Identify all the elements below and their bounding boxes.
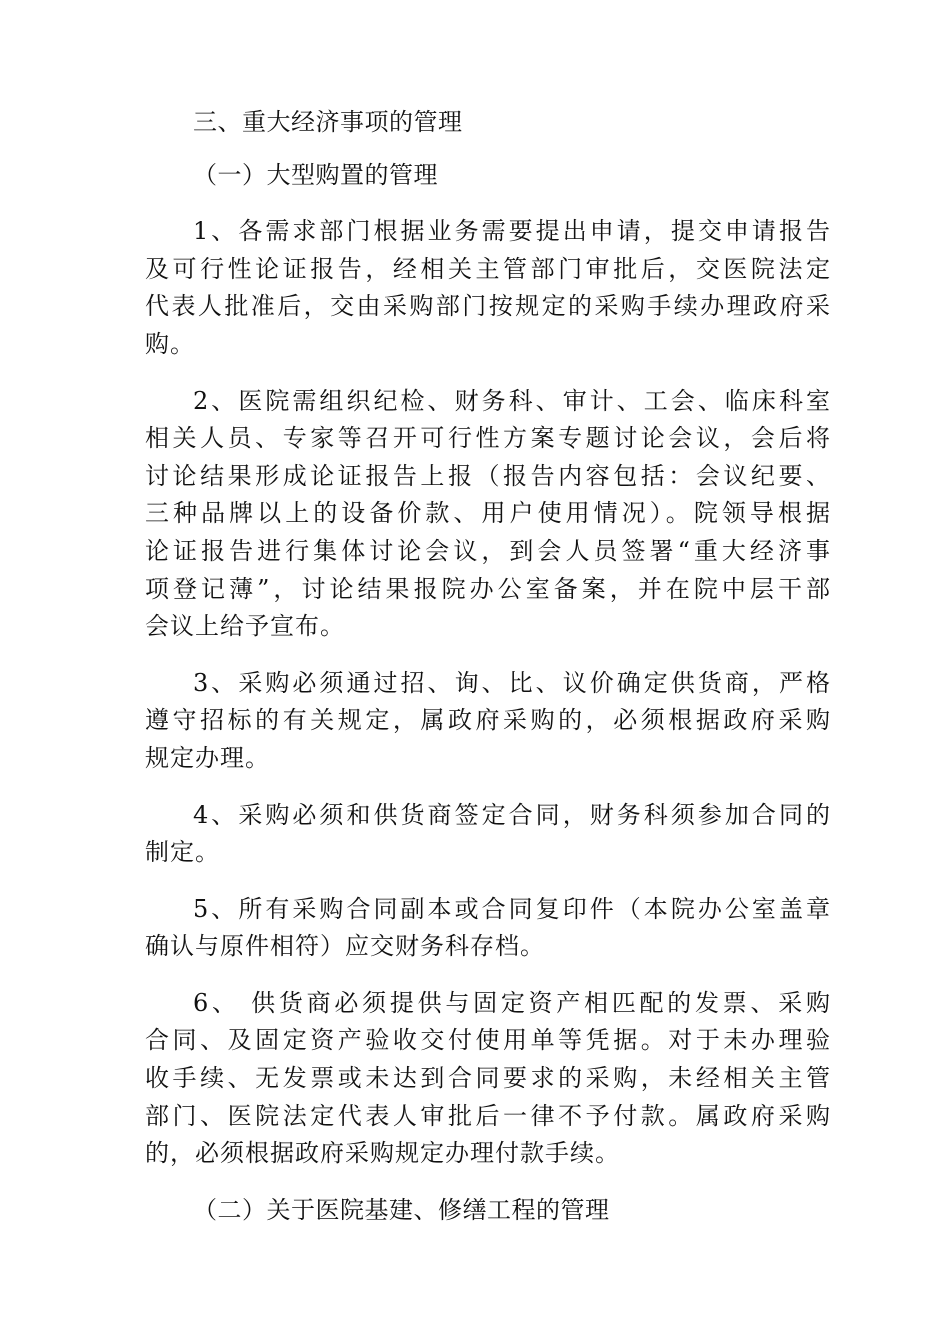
text-line: 部门、医院法定代表人审批后一律不予付款。属政府采购	[145, 1101, 830, 1130]
subsection-2-heading	[145, 1192, 830, 1230]
paragraph-1	[145, 213, 830, 363]
text-line: 三种品牌以上的设备价款、用户使用情况）。院领导根据	[145, 499, 830, 528]
subsection-1-heading	[145, 157, 830, 195]
text-line: 6、 供货商必须提供与固定资产相匹配的发票、采购	[193, 988, 830, 1017]
paragraph-5	[145, 891, 830, 966]
text-line: 收手续、无发票或未达到合同要求的采购，未经相关主管	[145, 1064, 830, 1093]
text-line: 的，必须根据政府采购规定办理付款手续。	[145, 1139, 620, 1168]
text-line: 4、采购必须和供货商签定合同，财务科须参加合同的	[193, 800, 830, 829]
text-line: 规定办理。	[145, 743, 270, 772]
paragraph-6	[145, 985, 830, 1173]
text-line: 会议上给予宣布。	[145, 612, 345, 641]
text-line: 购。	[145, 329, 195, 358]
subsection-2-heading-text: （二）关于医院基建、修缮工程的管理	[193, 1195, 610, 1224]
text-line: 5、所有采购合同副本或合同复印件（本院办公室盖章	[193, 894, 830, 923]
text-line: 3、采购必须通过招、询、比、议价确定供货商，严格	[193, 668, 830, 697]
paragraph-3	[145, 665, 830, 778]
text-line: 及可行性论证报告，经相关主管部门审批后，交医院法定	[145, 254, 830, 283]
text-line: 2、医院需组织纪检、财务科、审计、工会、临床科室	[193, 386, 830, 415]
paragraph-4	[145, 797, 830, 872]
text-line: 项登记薄”，讨论结果报院办公室备案，并在院中层干部	[145, 574, 830, 603]
text-line: 讨论结果形成论证报告上报（报告内容包括：会议纪要、	[145, 461, 830, 490]
text-line: 1、各需求部门根据业务需要提出申请，提交申请报告	[193, 217, 830, 246]
text-line: 代表人批准后，交由采购部门按规定的采购手续办理政府采	[145, 292, 830, 321]
paragraph-2	[145, 383, 830, 646]
text-line: 合同、及固定资产验收交付使用单等凭据。对于未办理验	[145, 1026, 830, 1055]
section-heading	[145, 104, 830, 142]
text-line: 论证报告进行集体讨论会议，到会人员签署“重大经济事	[145, 536, 830, 565]
text-line: 确认与原件相符）应交财务科存档。	[145, 932, 545, 961]
text-line: 制定。	[145, 838, 220, 867]
subsection-1-heading-text: （一）大型购置的管理	[193, 160, 438, 189]
text-line: 相关人员、专家等召开可行性方案专题讨论会议，会后将	[145, 424, 830, 453]
section-heading-text: 三、重大经济事项的管理	[193, 108, 463, 136]
text-line: 遵守招标的有关规定，属政府采购的，必须根据政府采购	[145, 706, 830, 735]
